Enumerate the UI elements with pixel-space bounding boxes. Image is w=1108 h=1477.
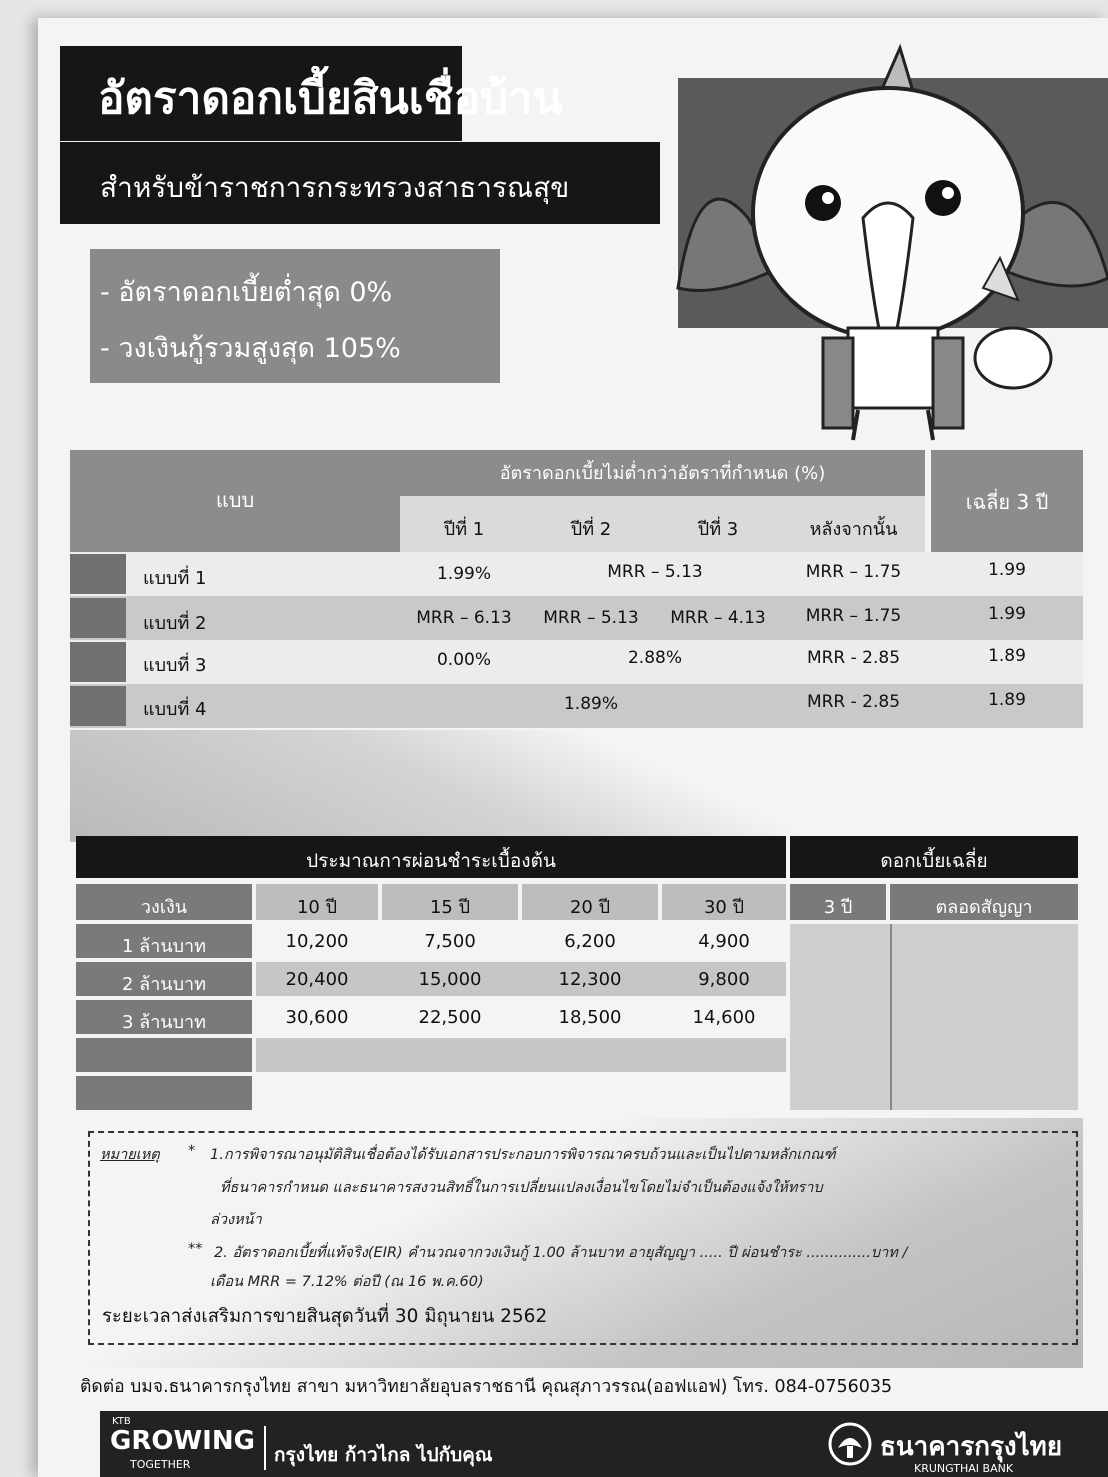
row-1-10y: 10,200 (285, 931, 349, 952)
notes-line-1: 1.การพิจารณาอนุมัติสินเชื่อต้องได้รับเอกสารประกอบการพิจารณาครบถ้วนและเป็นไปตามหลักเกณฑ์ (210, 1147, 836, 1163)
rates-row-2-plan: แบบที่ 2 (143, 613, 207, 634)
rates-row-2-marker (70, 598, 126, 638)
rates-row-1-y23: MRR – 5.13 (607, 562, 703, 582)
row-1-30y: 4,900 (698, 931, 750, 952)
row-1-20y: 6,200 (564, 931, 616, 952)
rates-row-3-avg: 1.89 (988, 646, 1026, 666)
row-3-15y: 22,500 (418, 1007, 482, 1028)
highlight-max-loan: - วงเงินกู้รวมสูงสุด 105% (100, 333, 401, 364)
rates-row-4-y123: 1.89% (563, 694, 618, 714)
rates-row-2-y3: MRR – 4.13 (670, 608, 766, 628)
row-2-30y: 9,800 (698, 969, 750, 990)
avg-interest-divider (890, 924, 892, 1110)
notes-line-4: 2. อัตราดอกเบี้ยที่แท้จริง(EIR) คำนวณจากวงเงินกู้ 1.00 ล้านบาท อายุสัญญา ..... ปี ผ่อนชำระ ..............บาท / (214, 1245, 908, 1261)
row-3-10y: 30,600 (285, 1007, 349, 1028)
promo-period: ระยะเวลาส่งเสริมการขายสินสุดวันที่ 30 มิถุนายน 2562 (102, 1306, 548, 1327)
notes-mark-1: * (188, 1143, 196, 1159)
footer-logo-small: KTB (112, 1416, 131, 1427)
rates-row-2-avg: 1.99 (988, 604, 1026, 624)
rates-avg-header: เฉลี่ย 3 ปี (965, 490, 1049, 514)
year-2-header: ปีที่ 2 (570, 519, 612, 540)
rates-row-4-plan: แบบที่ 4 (143, 699, 207, 720)
highlight-min-rate: - อัตราดอกเบี้ยต่ำสุด 0% (100, 277, 393, 308)
page-subtitle: สำหรับข้าราชการกระทรวงสาธารณสุข (100, 171, 570, 204)
rates-row-4-after: MRR - 2.85 (806, 692, 901, 712)
notes-line-2: ที่ธนาคารกำหนด และธนาคารสงวนสิทธิ์ในการเปลี่ยนแปลงเงื่อนไขโดยไม่จำเป็นต้องแจ้งให้ทราบ (220, 1180, 823, 1196)
footer-divider (264, 1426, 266, 1470)
rates-row-4-avg: 1.89 (988, 690, 1026, 710)
amount-row-5-cell-empty (76, 1076, 252, 1110)
col-30y: 30 ปี (703, 897, 745, 918)
garuda-logo-icon (828, 1422, 872, 1466)
notes-label: หมายเหตุ (100, 1147, 160, 1163)
rates-row-3-after: MRR - 2.85 (806, 648, 901, 668)
year-1-header: ปีที่ 1 (443, 519, 485, 540)
notes-line-5: เดือน MRR = 7.12% ต่อปี (ณ 16 พ.ค.60) (210, 1274, 484, 1290)
contact-line: ติดต่อ บมจ.ธนาคารกรุงไทย สาขา มหาวิทยาลัยอุบลราชธานี คุณสุภาวรรณ(ออฟแอฟ) โทร. 084-0756035 (80, 1377, 893, 1397)
rates-row-1-after: MRR – 1.75 (805, 562, 902, 582)
col-20y: 20 ปี (569, 897, 611, 918)
flyer-page (38, 18, 1108, 1477)
rates-row-3-y1: 0.00% (436, 650, 491, 670)
after-header: หลังจากนั้น (809, 519, 898, 540)
col-3y: 3 ปี (823, 897, 853, 918)
col-10y: 10 ปี (296, 897, 338, 918)
rates-row-1-plan: แบบที่ 1 (143, 568, 207, 589)
year-3-header: ปีที่ 3 (697, 519, 739, 540)
col-15y: 15 ปี (429, 897, 471, 918)
rates-row-4-marker (70, 686, 126, 726)
footer-slogan: กรุงไทย ก้าวไกล ไปกับคุณ (274, 1444, 493, 1466)
notes-line-3: ล่วงหน้า (210, 1212, 262, 1228)
row-3-30y: 14,600 (692, 1007, 756, 1028)
rates-row-2-after: MRR – 1.75 (805, 606, 902, 626)
halftone-band (70, 730, 1083, 842)
installment-header: ประมาณการผ่อนชำระเบื้องต้น (306, 850, 556, 872)
page-title: อัตราดอกเบี้ยสินเชื่อบ้าน (98, 73, 563, 124)
rates-row-3-marker (70, 642, 126, 682)
rates-row-3-y23: 2.88% (627, 648, 682, 668)
footer-logo-main: GROWING (110, 1426, 255, 1456)
rates-plan-header: แบบ (215, 488, 255, 512)
footer-logo-sub: TOGETHER (130, 1458, 191, 1471)
avg-interest-header: ดอกเบี้ยเฉลี่ย (880, 850, 988, 872)
rates-row-2-y1: MRR – 6.13 (416, 608, 512, 628)
amount-row-2: 2 ล้านบาท (121, 974, 206, 995)
amount-row-3: 3 ล้านบาท (121, 1012, 206, 1033)
avg-interest-body (790, 924, 1078, 1110)
amount-row-4-cell-empty (76, 1038, 252, 1072)
row-2-20y: 12,300 (558, 969, 622, 990)
rates-row-1-y1: 1.99% (436, 564, 491, 584)
row-3-20y: 18,500 (558, 1007, 622, 1028)
footer-bank-name: ธนาคารกรุงไทย (880, 1432, 1063, 1462)
amount-row-1: 1 ล้านบาท (121, 936, 206, 957)
empty-row-4-stripe (256, 1038, 786, 1072)
rates-row-2-y2: MRR – 5.13 (543, 608, 639, 628)
rates-row-3-plan: แบบที่ 3 (143, 655, 207, 676)
row-1-15y: 7,500 (424, 931, 476, 952)
footer-bank-name-en: KRUNGTHAI BANK (914, 1462, 1014, 1475)
col-whole-term: ตลอดสัญญา (935, 897, 1033, 918)
rates-row-1-marker (70, 554, 126, 594)
notes-mark-2: ** (188, 1241, 203, 1257)
row-2-15y: 15,000 (418, 969, 482, 990)
rates-row-1-avg: 1.99 (988, 560, 1026, 580)
mascot-illustration (638, 38, 1108, 448)
amount-col-header: วงเงิน (140, 897, 188, 918)
rates-group-header: อัตราดอกเบี้ยไม่ต่ำกว่าอัตราที่กำหนด (%) (499, 463, 826, 484)
row-2-10y: 20,400 (285, 969, 349, 990)
